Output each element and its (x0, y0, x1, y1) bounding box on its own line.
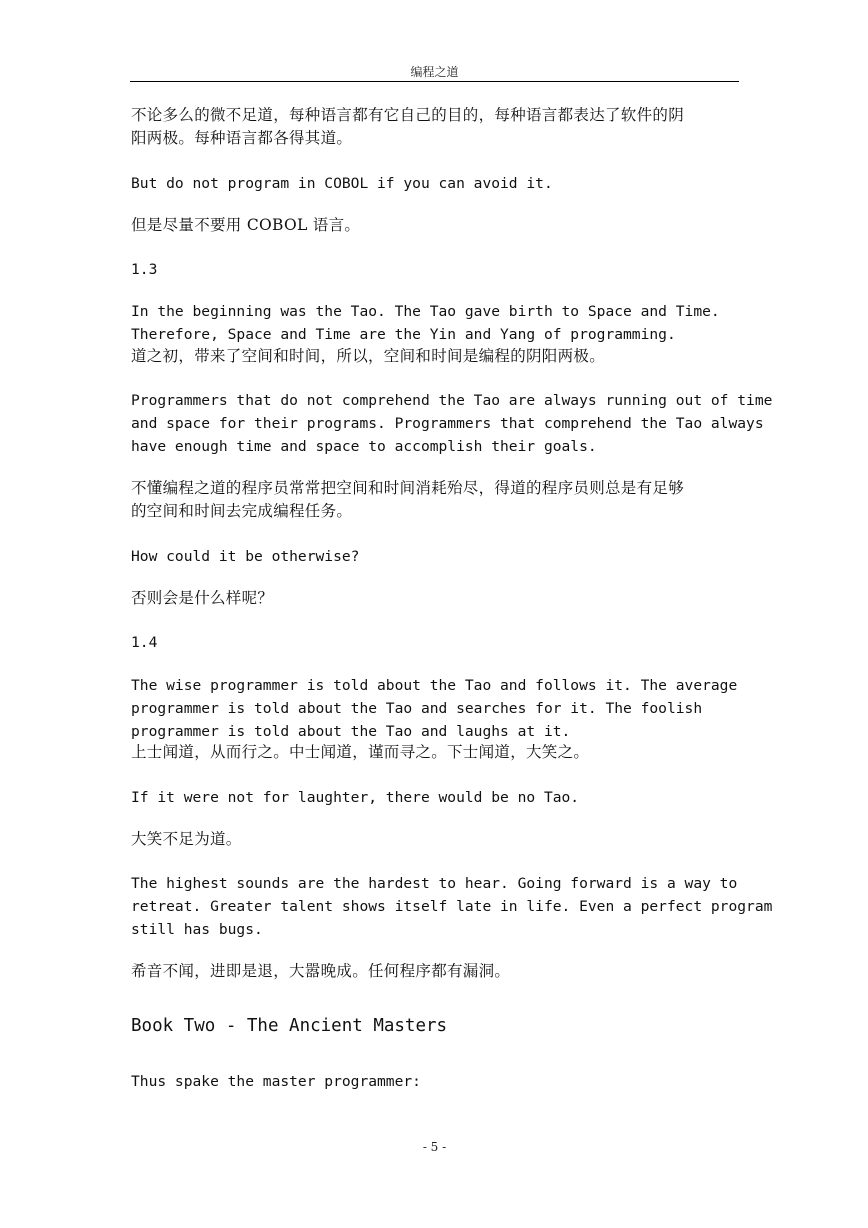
paragraph-en-programmers (131, 389, 773, 458)
paragraph-zh-cobol: 但是尽量不要用 COBOL 语言。 (131, 216, 361, 234)
paragraph-en-otherwise: How could it be otherwise? (131, 548, 360, 565)
paragraph-en-laughter: If it were not for laughter, there would be no Tao. (131, 789, 580, 806)
text-line: 不懂编程之道的程序员常常把空间和时间消耗殆尽，得道的程序员则总是有足够 (131, 479, 685, 497)
text-line: Programmers that do not comprehend the Tao are always running out of time (131, 392, 773, 409)
running-header: 编程之道 (410, 65, 459, 79)
text-line: still has bugs. (131, 921, 263, 938)
paragraph-zh-programmers (131, 477, 739, 523)
text-line: The wise programmer is told about the Tao and follows it. The average (131, 677, 738, 694)
paragraph-en-cobol: But do not program in COBOL if you can avoid it. (131, 175, 553, 192)
paragraph-en-highest-sounds (131, 872, 773, 941)
text-line: have enough time and space to accomplish their goals. (131, 438, 597, 455)
section-number-1-3: 1.3 (131, 261, 158, 278)
text-line: and space for their programs. Programmers that comprehend the Tao always (131, 415, 764, 432)
page-number: - 5 - (422, 1140, 447, 1154)
paragraph-en-beginning (131, 300, 739, 346)
text-line: programmer is told about the Tao and laughs at it. (131, 723, 571, 740)
paragraph-en-wise (131, 674, 739, 743)
paragraph-zh-languages (131, 104, 739, 150)
text-line: The highest sounds are the hardest to hear. Going forward is a way to (131, 875, 738, 892)
paragraph-zh-wise: 上士闻道，从而行之。中士闻道，谨而寻之。下士闻道，大笑之。 (131, 743, 590, 761)
paragraph-zh-highest-sounds: 希音不闻，进即是退，大嚣晚成。任何程序都有漏洞。 (131, 962, 511, 980)
text-line: Therefore, Space and Time are the Yin and Yang of programming. (131, 326, 676, 343)
section-number-1-4: 1.4 (131, 634, 158, 651)
paragraph-zh-beginning: 道之初，带来了空间和时间，所以，空间和时间是编程的阴阳两极。 (131, 347, 606, 365)
header-rule (130, 81, 739, 82)
paragraph-en-thus-spake: Thus spake the master programmer: (131, 1073, 421, 1090)
text-line: In the beginning was the Tao. The Tao gave birth to Space and Time. (131, 303, 720, 320)
text-line: 不论多么的微不足道，每种语言都有它自己的目的，每种语言都表达了软件的阴 (131, 106, 685, 124)
book-two-heading: Book Two - The Ancient Masters (131, 1016, 448, 1036)
paragraph-zh-otherwise: 否则会是什么样呢？ (131, 589, 274, 607)
text-line: 的空间和时间去完成编程任务。 (131, 502, 353, 520)
text-line: programmer is told about the Tao and searches for it. The foolish (131, 700, 703, 717)
text-line: retreat. Greater talent shows itself late in life. Even a perfect program (131, 898, 773, 915)
text-line: 阳两极。每种语言都各得其道。 (131, 129, 353, 147)
paragraph-zh-laughter: 大笑不足为道。 (131, 830, 242, 848)
